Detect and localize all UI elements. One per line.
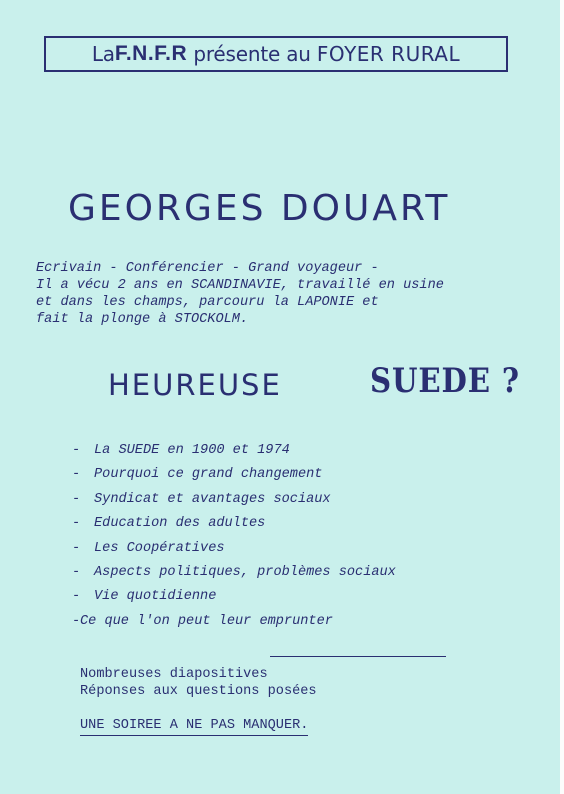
bio-line: fait la plonge à STOCKOLM. bbox=[36, 312, 249, 327]
speaker-name: GEORGES DOUART bbox=[68, 188, 451, 229]
topic-item bbox=[72, 589, 396, 613]
topic-dash: - bbox=[72, 516, 81, 532]
event-notes bbox=[80, 666, 317, 700]
note-line: Nombreuses diapositives bbox=[80, 667, 268, 682]
topic-item bbox=[72, 565, 396, 589]
header-prefix: La bbox=[91, 42, 115, 66]
talk-title-word: HEUREUSE bbox=[108, 368, 282, 402]
topic-text: Pourquoi ce grand changement bbox=[94, 467, 323, 483]
topic-dash: - bbox=[72, 443, 81, 458]
topic-text: Syndicat et avantages sociaux bbox=[94, 491, 331, 507]
topic-dash: - bbox=[72, 564, 81, 580]
topic-item bbox=[72, 443, 396, 467]
event-tagline: UNE SOIREE A NE PAS MANQUER. bbox=[80, 717, 308, 736]
topic-text: Vie quotidienne bbox=[94, 589, 217, 605]
bio-line: et dans les champs, parcouru la LAPONIE et bbox=[36, 295, 379, 310]
talk-title-country: SUEDE ? bbox=[370, 361, 520, 401]
topic-text: Les Coopératives bbox=[94, 540, 225, 556]
topic-dash: - bbox=[72, 613, 81, 629]
topic-dash: - bbox=[72, 491, 81, 507]
topic-item bbox=[72, 614, 396, 638]
topics-list bbox=[72, 443, 396, 638]
topic-text: Aspects politiques, problèmes sociaux bbox=[94, 564, 396, 580]
topic-item bbox=[72, 516, 396, 540]
topic-dash: - bbox=[72, 589, 81, 605]
header-connector: présente au bbox=[187, 42, 317, 66]
topic-text: Ce que l'on peut leur emprunter bbox=[80, 613, 333, 629]
topic-dash: - bbox=[72, 540, 81, 556]
speaker-bio bbox=[36, 260, 536, 328]
organization-name: F.N.F.R bbox=[114, 42, 188, 65]
topic-text: La SUEDE en 1900 et 1974 bbox=[94, 443, 290, 458]
bio-line: Ecrivain - Conférencier - Grand voyageur - bbox=[36, 261, 379, 276]
note-line: Réponses aux questions posées bbox=[80, 684, 317, 699]
topic-item bbox=[72, 467, 396, 491]
topic-item bbox=[72, 541, 396, 565]
topic-dash: - bbox=[72, 467, 81, 483]
topic-item bbox=[72, 492, 396, 516]
topic-text: Education des adultes bbox=[94, 516, 266, 532]
header-banner bbox=[44, 36, 508, 72]
divider-line bbox=[270, 656, 446, 657]
venue-name: FOYER RURAL bbox=[316, 42, 461, 66]
bio-line: Il a vécu 2 ans en SCANDINAVIE, travaillé en usine bbox=[36, 278, 444, 293]
